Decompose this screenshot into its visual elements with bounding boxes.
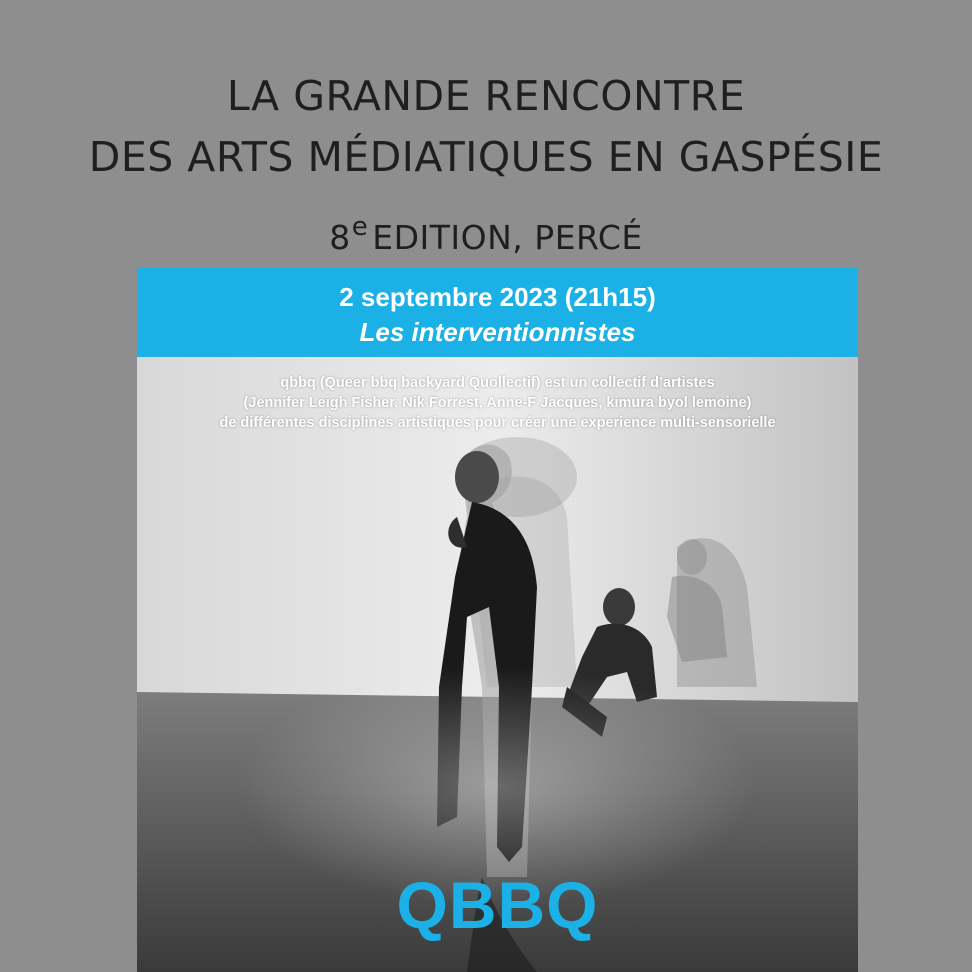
edition-superscript: e [351, 212, 369, 242]
edition-line [0, 212, 972, 257]
description-line-1: qbbq (Queer bbq backyard Quollectif) est un collectif d’artistes [280, 375, 715, 391]
date-banner [137, 268, 858, 357]
performance-photo [137, 357, 858, 972]
event-title-line-2: DES ARTS MÉDIATIQUES EN GASPÉSIE [88, 133, 884, 181]
event-date: 2 septembre 2023 (21h15) [339, 282, 656, 312]
event-subtitle: Les interventionnistes [359, 317, 636, 347]
edition-number: 8 [329, 218, 351, 257]
artist-name: QBBQ [396, 868, 599, 942]
description-line-3: de différentes disciplines artistiques pour créer une experience multi-sensorielle [219, 415, 776, 431]
event-title-line-1: LA GRANDE RENCONTRE [226, 72, 746, 120]
edition-text: EDITION, PERCÉ [372, 218, 643, 257]
description-line-2: (Jennifer Leigh Fisher, Nik Forrest, Anne-F Jacques, kimura byol lemoine) [243, 395, 752, 411]
poster-header [0, 0, 972, 268]
artist-description [137, 373, 858, 433]
